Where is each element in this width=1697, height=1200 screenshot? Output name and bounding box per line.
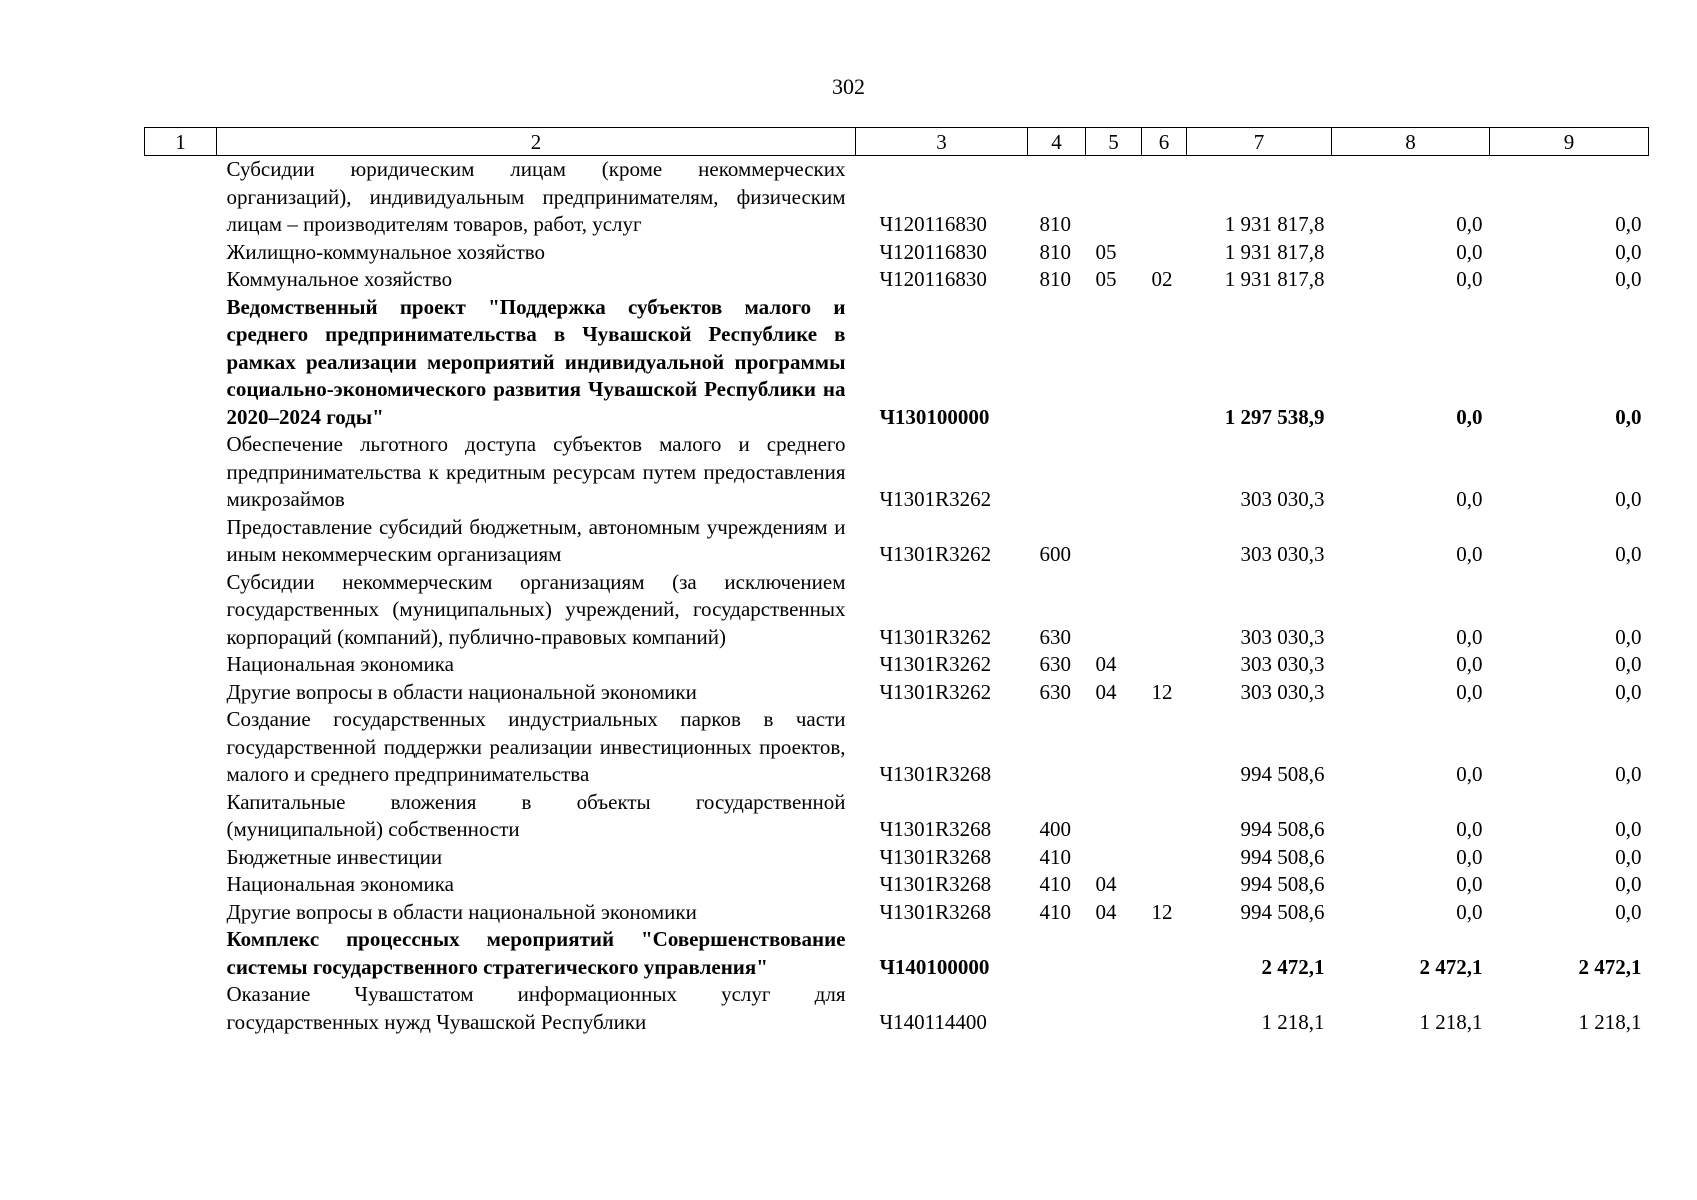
empty-cell (145, 156, 217, 239)
table-row (145, 981, 1649, 1036)
section: 05 (1095, 267, 1117, 291)
amount-col-8: 0,0 (1456, 267, 1483, 291)
item-name: Другие вопросы в области национальной экономики (226, 899, 697, 924)
expense-type (1028, 706, 1086, 789)
target-code: Ч1301R3262 (879, 542, 992, 566)
item-name: Ведомственный проект "Поддержка субъектов малого и среднего предпринимательства в Чувашской Республике в рамках реализации мероприятий индивидуальной программы социально-экономического развития Чувашской Республики на 2020–2024 годы" (226, 294, 846, 429)
target-code: Ч1301R3268 (879, 762, 992, 786)
amount-col-8: 0,0 (1456, 487, 1483, 511)
target-code: Ч1301R3268 (879, 817, 992, 841)
subsection (1142, 651, 1187, 679)
table-row (145, 899, 1649, 927)
amount-col-7: 1 931 817,8 (1224, 212, 1325, 236)
item-name: Национальная экономика (226, 872, 454, 896)
empty-cell (145, 844, 217, 872)
amount-col-9: 2 472,1 (1578, 954, 1642, 979)
subsection (1142, 871, 1187, 899)
table-row (145, 871, 1649, 899)
amount-col-9: 0,0 (1615, 762, 1642, 786)
amount-col-9: 0,0 (1615, 679, 1642, 704)
expense-type: 410 (1039, 844, 1071, 869)
section (1086, 844, 1142, 872)
expense-type: 410 (1039, 899, 1071, 924)
target-code: Ч1301R3262 (879, 487, 992, 511)
subsection (1142, 981, 1187, 1036)
table-row (145, 514, 1649, 569)
amount-col-7: 1 931 817,8 (1224, 267, 1325, 291)
section (1086, 926, 1142, 981)
table-row (145, 156, 1649, 239)
expense-type: 400 (1039, 817, 1071, 841)
empty-cell (145, 679, 217, 707)
amount-col-7: 994 508,6 (1240, 899, 1325, 924)
target-code: Ч120116830 (879, 267, 987, 291)
empty-cell (145, 926, 217, 981)
section: 05 (1095, 239, 1117, 264)
amount-col-8: 0,0 (1456, 652, 1483, 676)
amount-col-7: 303 030,3 (1240, 679, 1325, 704)
expense-type: 810 (1039, 239, 1071, 264)
table-row (145, 789, 1649, 844)
header-col-2: 2 (217, 128, 856, 156)
amount-col-8: 0,0 (1456, 762, 1483, 786)
expense-type: 600 (1039, 542, 1071, 566)
header-col-7: 7 (1187, 128, 1332, 156)
target-code: Ч1301R3262 (879, 679, 992, 704)
section (1086, 789, 1142, 844)
table-row (145, 926, 1649, 981)
table-row (145, 266, 1649, 294)
amount-col-9: 0,0 (1615, 899, 1642, 924)
amount-col-9: 0,0 (1615, 844, 1642, 869)
subsection (1142, 926, 1187, 981)
header-col-8: 8 (1332, 128, 1490, 156)
header-col-1: 1 (145, 128, 217, 156)
target-code: Ч140100000 (879, 954, 990, 979)
table-row (145, 239, 1649, 267)
subsection (1142, 156, 1187, 239)
amount-col-8: 0,0 (1456, 872, 1483, 896)
empty-cell (145, 706, 217, 789)
target-code: Ч1301R3268 (879, 844, 992, 869)
subsection (1142, 706, 1187, 789)
header-col-5: 5 (1086, 128, 1142, 156)
amount-col-7: 994 508,6 (1240, 817, 1325, 841)
expense-type (1028, 981, 1086, 1036)
section (1086, 294, 1142, 432)
expense-type (1028, 926, 1086, 981)
page-number: 302 (832, 74, 865, 99)
empty-cell (145, 514, 217, 569)
amount-col-7: 303 030,3 (1240, 652, 1325, 676)
subsection (1142, 514, 1187, 569)
table-row (145, 679, 1649, 707)
empty-cell (145, 569, 217, 652)
subsection (1142, 569, 1187, 652)
item-name: Жилищно-коммунальное хозяйство (226, 239, 546, 264)
item-name: Национальная экономика (226, 652, 454, 676)
expense-type: 630 (1039, 624, 1071, 649)
amount-col-7: 2 472,1 (1261, 954, 1325, 979)
item-name: Другие вопросы в области национальной экономики (226, 679, 697, 704)
subsection: 12 (1151, 899, 1173, 924)
amount-col-9: 0,0 (1615, 267, 1642, 291)
subsection (1142, 239, 1187, 267)
amount-col-9: 0,0 (1615, 239, 1642, 264)
item-name: Коммунальное хозяйство (226, 267, 453, 291)
target-code: Ч1301R3268 (879, 872, 992, 896)
amount-col-8: 0,0 (1456, 239, 1483, 264)
table-row (145, 569, 1649, 652)
amount-col-8: 2 472,1 (1419, 954, 1483, 979)
amount-col-8: 0,0 (1456, 679, 1483, 704)
section (1086, 514, 1142, 569)
amount-col-8: 0,0 (1456, 624, 1483, 649)
target-code: Ч1301R3268 (879, 899, 992, 924)
header-col-4: 4 (1028, 128, 1086, 156)
target-code: Ч140114400 (879, 1009, 987, 1034)
header-col-3: 3 (856, 128, 1028, 156)
empty-cell (145, 431, 217, 514)
expense-type: 410 (1039, 872, 1071, 896)
empty-cell (145, 789, 217, 844)
amount-col-9: 0,0 (1615, 872, 1642, 896)
item-name: Оказание Чувашстатом информационных услуг для государственных нужд Чувашской Республики (226, 982, 846, 1034)
table-row (145, 651, 1649, 679)
table-row (145, 431, 1649, 514)
subsection (1142, 789, 1187, 844)
table-row (145, 706, 1649, 789)
amount-col-9: 0,0 (1615, 817, 1642, 841)
empty-cell (145, 239, 217, 267)
amount-col-7: 994 508,6 (1240, 844, 1325, 869)
item-name: Бюджетные инвестиции (226, 844, 443, 869)
amount-col-9: 0,0 (1615, 404, 1642, 429)
subsection (1142, 294, 1187, 432)
empty-cell (145, 981, 217, 1036)
section (1086, 706, 1142, 789)
amount-col-7: 303 030,3 (1240, 487, 1325, 511)
amount-col-9: 0,0 (1615, 624, 1642, 649)
empty-cell (145, 899, 217, 927)
amount-col-9: 0,0 (1615, 652, 1642, 676)
section (1086, 431, 1142, 514)
expense-type: 630 (1039, 652, 1071, 676)
amount-col-7: 303 030,3 (1240, 542, 1325, 566)
budget-table (144, 127, 1649, 1036)
section: 04 (1095, 872, 1117, 896)
item-name: Обеспечение льготного доступа субъектов малого и среднего предпринимательства к кредитным ресурсам путем предоставления микрозаймов (226, 432, 846, 511)
item-name: Создание государственных индустриальных парков в части государственной поддержки реализации инвестиционных проектов, малого и среднего предпринимательства (226, 707, 846, 786)
expense-type (1028, 294, 1086, 432)
header-col-9: 9 (1490, 128, 1649, 156)
amount-col-7: 994 508,6 (1240, 872, 1325, 896)
subsection (1142, 844, 1187, 872)
item-name: Субсидии некоммерческим организациям (за исключением государственных (муниципальных) учреждений, государственных корпораций (компаний), публично-правовых компаний) (226, 569, 846, 649)
amount-col-9: 0,0 (1615, 542, 1642, 566)
subsection (1142, 431, 1187, 514)
expense-type: 810 (1039, 267, 1071, 291)
amount-col-8: 0,0 (1456, 212, 1483, 236)
amount-col-7: 1 218,1 (1261, 1009, 1325, 1034)
target-code: Ч1301R3262 (879, 624, 992, 649)
empty-cell (145, 871, 217, 899)
amount-col-8: 1 218,1 (1419, 1009, 1483, 1034)
amount-col-9: 0,0 (1615, 487, 1642, 511)
amount-col-7: 1 931 817,8 (1224, 239, 1325, 264)
table-row (145, 844, 1649, 872)
empty-cell (145, 294, 217, 432)
subsection: 12 (1151, 679, 1173, 704)
empty-cell (145, 651, 217, 679)
amount-col-8: 0,0 (1456, 542, 1483, 566)
section: 04 (1095, 679, 1117, 704)
target-code: Ч120116830 (879, 212, 987, 236)
amount-col-8: 0,0 (1456, 817, 1483, 841)
amount-col-9: 1 218,1 (1578, 1009, 1642, 1034)
item-name: Капитальные вложения в объекты государственной (муниципальной) собственности (226, 789, 846, 841)
target-code: Ч1301R3262 (879, 652, 992, 676)
amount-col-8: 0,0 (1456, 404, 1483, 429)
item-name: Комплекс процессных мероприятий "Совершенствование системы государственного стратегического управления" (226, 927, 846, 979)
expense-type: 630 (1039, 679, 1071, 704)
amount-col-9: 0,0 (1615, 212, 1642, 236)
table-row (145, 294, 1649, 432)
expense-type: 810 (1039, 212, 1071, 236)
target-code: Ч120116830 (879, 239, 987, 264)
section: 04 (1095, 652, 1117, 676)
amount-col-8: 0,0 (1456, 844, 1483, 869)
table-body (145, 156, 1649, 1037)
target-code: Ч130100000 (879, 404, 990, 429)
section: 04 (1095, 899, 1117, 924)
amount-col-7: 303 030,3 (1240, 624, 1325, 649)
amount-col-7: 994 508,6 (1240, 762, 1325, 786)
expense-type (1028, 431, 1086, 514)
item-name: Предоставление субсидий бюджетным, автономным учреждениям и иным некоммерческим организациям (226, 514, 846, 566)
header-row (145, 128, 1649, 156)
amount-col-7: 1 297 538,9 (1224, 404, 1325, 429)
empty-cell (145, 266, 217, 294)
item-name: Субсидии юридическим лицам (кроме некоммерческих организаций), индивидуальным предпринимателям, физическим лицам – производителям товаров, работ, услуг (226, 157, 846, 236)
header-col-6: 6 (1142, 128, 1187, 156)
subsection: 02 (1151, 267, 1173, 291)
section (1086, 156, 1142, 239)
section (1086, 569, 1142, 652)
section (1086, 981, 1142, 1036)
amount-col-8: 0,0 (1456, 899, 1483, 924)
